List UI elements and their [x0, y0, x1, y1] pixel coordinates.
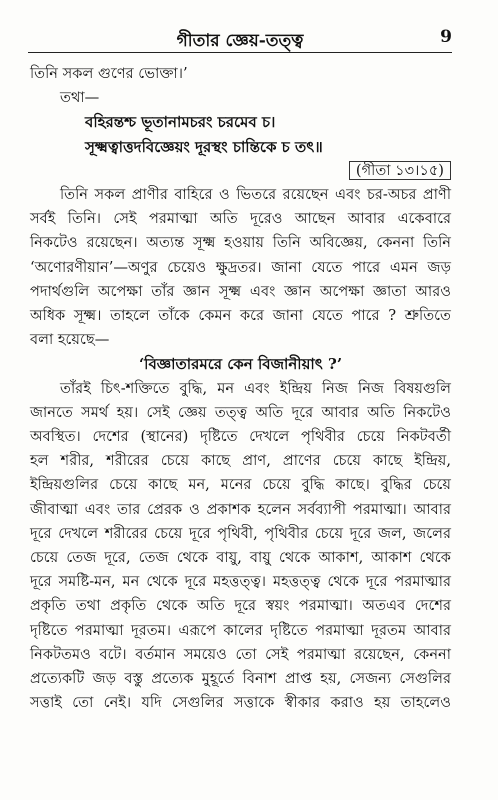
- paragraph-line: সর্বই তিনি। সেই পরমাত্মা অতি দূরেও আছেন আবার একেবারে: [30, 210, 451, 228]
- page-number: 9: [440, 27, 452, 47]
- paragraph-line: প্রত্যেকটি জড় বস্তু প্রত্যেক মুহূর্তে বিনাশ প্রাপ্ত হয়, সেজন্য সেগুলির: [30, 670, 451, 688]
- paragraph-line: দূরে সমষ্টি-মন, মন থেকে দূরে মহত্তত্ত্ব। মহত্তত্ত্ব থেকে দূরে পরমাত্মার: [30, 573, 451, 591]
- paragraph-line: দূরে দেখলে শরীরের চেয়ে দূরে পৃথিবী, পৃথিবীর চেয়ে দূরে জল, জলের: [30, 524, 451, 542]
- text-line: তথা—: [60, 89, 100, 107]
- page-body: [30, 62, 451, 715]
- paragraph-line: অবস্থিত। দেশের (স্থানের) দৃষ্টিতে দেখলে পৃথিবীর চেয়ে নিকটবর্তী: [30, 428, 451, 446]
- paragraph-line: হল শরীর, শরীরের চেয়ে কাছে প্রাণ, প্রাণের চেয়ে কাছে ইন্দ্রিয়,: [30, 452, 451, 470]
- running-title: গীতার জ্ঞেয়-তত্ত্ব: [176, 31, 304, 51]
- quote-line: ‘বিজ্ঞাতারমরে কেন বিজানীয়াৎ ?’: [138, 355, 343, 374]
- verse-line: বহিরন্তশ্চ ভূতানামচরং চরমেব চ।: [85, 113, 276, 132]
- paragraph-line: দৃষ্টিতে পরমাত্মা দূরতম। এরূপে কালের দৃষ্টিতে পরমাত্মা দূরতম আবার: [30, 621, 451, 639]
- paragraph-line: নিকটতমও বটে। বর্তমান সময়েও তো সেই পরমাত্মা রয়েছেন, কেননা: [30, 645, 451, 663]
- paragraph-line: নিকটেও রয়েছেন। অত্যন্ত সূক্ষ্ম হওয়ায় তিনি অবিজ্ঞেয়, কেননা তিনি: [30, 234, 451, 252]
- paragraph-line: বলা হয়েছে—: [30, 331, 110, 349]
- paragraph-line: জানতে সমর্থ হয়। সেই জ্ঞেয় তত্ত্ব অতি দূরে আবার অতি নিকটেও: [30, 403, 451, 421]
- paragraph-line: ‘অণোরণীয়ান’—অণুর চেয়েও ক্ষুদ্রতর। জানা যেতে পারে এমন জড়: [30, 258, 451, 276]
- page-header: [28, 26, 452, 53]
- paragraph-line: পদার্থগুলি অপেক্ষা তাঁর জ্ঞান সূক্ষ্ম এবং জ্ঞান অপেক্ষা জ্ঞাতা আরও: [30, 282, 451, 300]
- verse-line: সূক্ষ্মত্বাত্তদবিজ্ঞেয়ং দূরস্থং চান্তিকে চ তৎ॥: [85, 137, 323, 156]
- paragraph-line: জীবাত্মা এবং তার প্রেরক ও প্রকাশক হলেন সর্বব্যাপী পরমাত্মা। আবার: [30, 500, 451, 518]
- verse-reference-label: (গীতা ১৩।১৫): [349, 161, 451, 180]
- text-line: তিনি সকল গুণের ভোক্তা।’: [30, 65, 188, 82]
- paragraph-line: ইন্দ্রিয়গুলির চেয়ে কাছে মন, মনের চেয়ে বুদ্ধি কাছে। বুদ্ধির চেয়ে: [30, 476, 451, 494]
- paragraph-line: তাঁরই চিৎ-শক্তিতে বুদ্ধি, মন এবং ইন্দ্রিয় নিজ নিজ বিষয়গুলি: [60, 379, 451, 397]
- paragraph-line: চেয়ে তেজ দূরে, তেজ থেকে বায়ু, বায়ু থেকে আকাশ, আকাশ থেকে: [30, 549, 451, 567]
- paragraph-line: অধিক সূক্ষ্ম। তাহলে তাঁকে কেমন করে জানা যেতে পারে ? শ্রুতিতে: [30, 307, 451, 325]
- verse-reference: [30, 159, 451, 183]
- paragraph-line: তিনি সকল প্রাণীর বাহিরে ও ভিতরে রয়েছেন এবং চর-অচর প্রাণী: [60, 186, 451, 204]
- paragraph-line: সত্তাই তো নেই। যদি সেগুলির সত্তাকে স্বীকার করাও হয় তাহলেও: [30, 694, 451, 712]
- paragraph-line: প্রকৃতি তথা প্রকৃতি থেকে অতি দূরে স্বয়ং পরমাত্মা। অতএব দেশের: [30, 597, 451, 615]
